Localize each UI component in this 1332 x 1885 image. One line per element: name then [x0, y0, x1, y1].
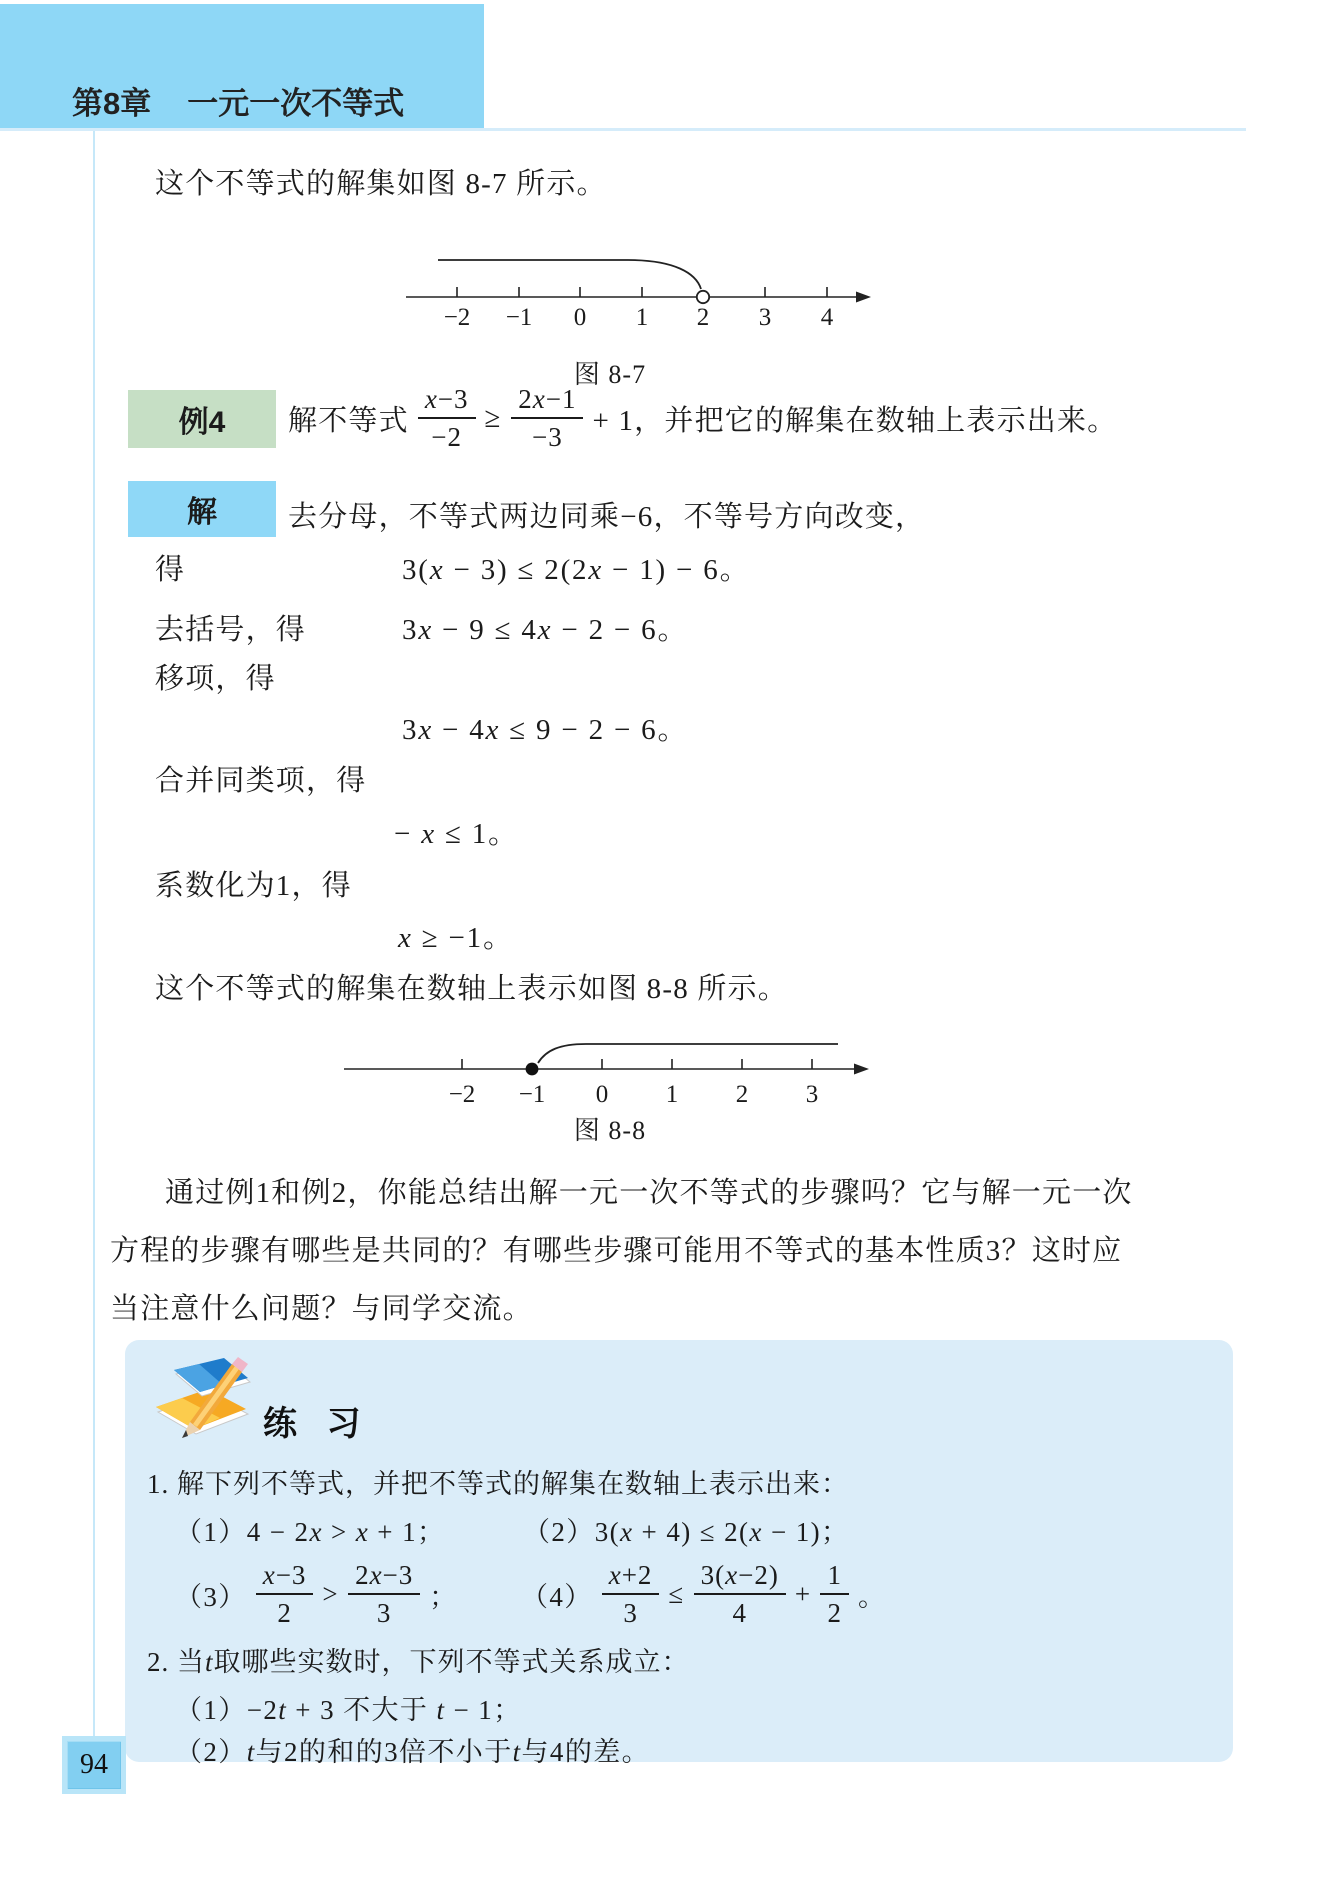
chapter-heading — [72, 78, 404, 123]
figure-8-7-caption: 图 8-7 — [573, 360, 647, 389]
svg-text:4: 4 — [820, 304, 834, 330]
step-equation: 3x − 4x ≤ 9 − 2 − 6。 — [402, 714, 689, 746]
item-end: ； — [429, 1581, 458, 1612]
svg-text:−1: −1 — [505, 304, 533, 330]
practice-q1-item1: （1）4 − 2x > x + 1； — [175, 1517, 446, 1547]
step-equation: 3(x − 3) ≤ 2(2x − 1) − 6。 — [402, 554, 751, 586]
plus-symbol: + — [794, 1578, 812, 1609]
axis-arrow-icon — [856, 292, 871, 303]
svg-text:3: 3 — [805, 1081, 819, 1108]
open-point-at-2 — [697, 291, 709, 303]
page-number: 94 — [80, 1749, 108, 1780]
relation-symbol: > — [322, 1578, 340, 1609]
svg-text:2: 2 — [696, 304, 710, 330]
step-lead: 合并同类项，得 — [155, 765, 367, 797]
svg-text:1: 1 — [665, 1081, 679, 1108]
figure-8-7-number-line — [330, 198, 890, 330]
svg-text:0: 0 — [573, 304, 587, 330]
item-label: （3） — [175, 1581, 247, 1612]
practice-q1-item3 — [175, 1556, 458, 1632]
step-lead: 得 — [155, 554, 186, 586]
solution-ray — [538, 1044, 838, 1063]
item-label: （4） — [521, 1581, 593, 1612]
practice-q1: 1. 解下列不等式，并把不等式的解集在数轴上表示出来： — [147, 1469, 849, 1499]
svg-text:3: 3 — [758, 304, 772, 330]
example4-prefix: 解不等式 — [288, 404, 409, 437]
step-equation: − x ≤ 1。 — [394, 818, 519, 850]
practice-title: 练 习 — [263, 1405, 371, 1443]
chapter-number: 第8章 — [72, 86, 152, 121]
step-lead: 移项，得 — [155, 663, 276, 695]
axis-arrow-icon — [854, 1064, 869, 1075]
svg-text:1: 1 — [635, 304, 649, 330]
solution-intro: 去分母，不等式两边同乘−6，不等号方向改变， — [288, 501, 926, 533]
practice-q2-item2: （2）t与2的和的3倍不小于t与4的差。 — [175, 1737, 651, 1767]
fraction: $\frac{x-3}{-2}$ — [418, 384, 476, 452]
example4-label-box — [128, 390, 276, 448]
svg-text:−2: −2 — [448, 1081, 476, 1108]
notebook-pencil-icon — [146, 1350, 264, 1454]
fraction: $\frac{3(x-2)}{4}$ — [694, 1560, 786, 1628]
example4-label: 例4 — [178, 406, 226, 439]
svg-text:2: 2 — [735, 1081, 749, 1108]
figure-8-8-caption: 图 8-8 — [573, 1116, 647, 1145]
practice-q2-item1: （1）−2t + 3 不大于 t − 1； — [175, 1695, 522, 1725]
left-margin-rule — [93, 131, 95, 1736]
example4-statement — [288, 368, 1117, 468]
header-underline — [0, 128, 1246, 131]
practice-q1-item4 — [521, 1556, 886, 1632]
discussion-line: 通过例1和例2，你能总结出解一元一次不等式的步骤吗？它与解一元一次 — [165, 1177, 1133, 1209]
step-equation: 3x − 9 ≤ 4x − 2 − 6。 — [402, 614, 689, 646]
fraction: $\frac{2x-3}{3}$ — [348, 1560, 420, 1628]
page-number-badge — [62, 1736, 126, 1794]
practice-q2: 2. 当t取哪些实数时，下列不等式关系成立： — [147, 1647, 690, 1677]
relation-symbol: ≤ — [668, 1578, 685, 1609]
chapter-title: 一元一次不等式 — [187, 86, 405, 121]
closed-point-at-minus-1 — [526, 1063, 539, 1076]
fraction: $\frac{x-3}{2}$ — [256, 1560, 314, 1628]
solution-ray — [438, 260, 701, 289]
solution-label-box — [128, 481, 276, 537]
practice-q1-item2: （2）3(x + 4) ≤ 2(x − 1)； — [523, 1517, 850, 1547]
relation-symbol: ≥ — [484, 401, 503, 434]
step-lead: 系数化为1，得 — [155, 870, 352, 902]
solution-closing: 这个不等式的解集在数轴上表示如图 8-8 所示。 — [155, 973, 788, 1005]
intro-sentence: 这个不等式的解集如图 8-7 所示。 — [155, 168, 607, 200]
svg-text:0: 0 — [595, 1081, 609, 1108]
item-end: 。 — [857, 1581, 887, 1612]
discussion-line: 方程的步骤有哪些是共同的？有哪些步骤可能用不等式的基本性质3？这时应 — [110, 1235, 1123, 1267]
fraction: $\frac{1}{2}$ — [820, 1560, 849, 1628]
solution-label: 解 — [187, 496, 217, 529]
step-equation: x ≥ −1。 — [398, 922, 514, 954]
fraction: $\frac{2x-1}{-3}$ — [511, 384, 583, 452]
step-lead: 去括号，得 — [155, 614, 307, 646]
svg-text:−2: −2 — [443, 304, 471, 330]
fraction: $\frac{x+2}{3}$ — [602, 1560, 660, 1628]
discussion-line: 当注意什么问题？与同学交流。 — [110, 1293, 533, 1325]
svg-text:−1: −1 — [518, 1081, 546, 1108]
example4-suffix: + 1，并把它的解集在数轴上表示出来。 — [592, 404, 1118, 437]
